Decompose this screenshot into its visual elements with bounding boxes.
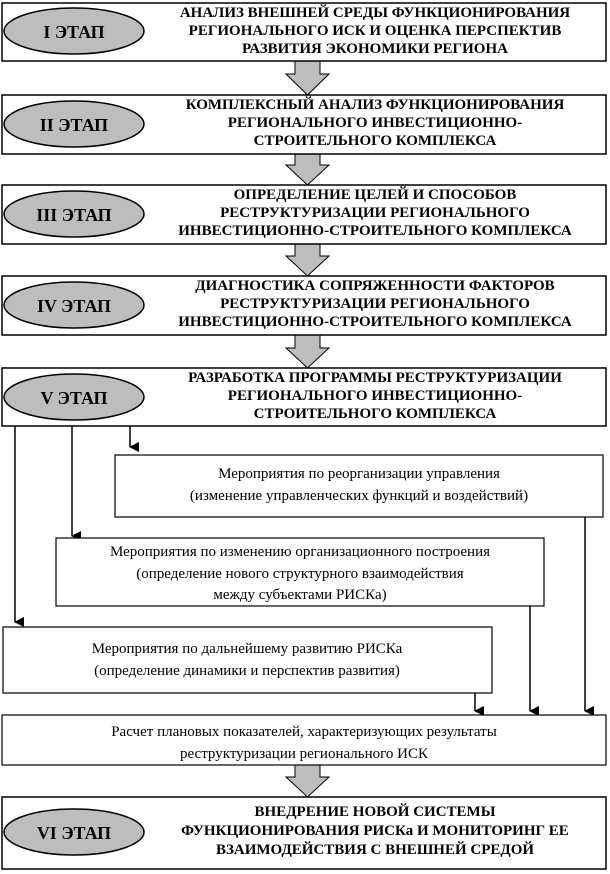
- calculation-line: Расчет плановых показателей, характеризующих результаты: [111, 724, 497, 740]
- measure-line: (определение нового структурного взаимодействия: [136, 566, 464, 582]
- stage-badge-label: III ЭТАП: [36, 205, 112, 225]
- stage-title-line: СТРОИТЕЛЬНОГО КОМПЛЕКСА: [253, 406, 497, 422]
- down-arrow-3-4: [286, 244, 329, 276]
- measure-line: между субъектами РИСКа): [213, 587, 387, 603]
- stage-title-line: РЕГИОНАЛЬНОГО ИНВЕСТИЦИОННО-: [227, 115, 523, 131]
- stage-box-6: [2, 797, 606, 869]
- stage-title-line: АНАЛИЗ ВНЕШНЕЙ СРЕДЫ ФУНКЦИОНИРОВАНИЯ: [179, 5, 571, 21]
- stage-badge-label: V ЭТАП: [40, 388, 108, 408]
- measure-box-organization: [56, 538, 544, 606]
- stage-badge-label: VI ЭТАП: [36, 823, 112, 843]
- stage-title-line: РЕГИОНАЛЬНОГО ИСК И ОЦЕНКА ПЕРСПЕКТИВ: [188, 23, 562, 39]
- stage-title-line: ДИАГНОСТИКА СОПРЯЖЕННОСТИ ФАКТОРОВ: [195, 278, 555, 294]
- stage-title-line: РАЗРАБОТКА ПРОГРАММЫ РЕСТРУКТУРИЗАЦИИ: [188, 370, 562, 386]
- measure-box-management: [115, 455, 603, 517]
- stage-title-line: ИНВЕСТИЦИОННО-СТРОИТЕЛЬНОГО КОМПЛЕКСА: [178, 223, 572, 239]
- calculation-line: реструктуризации регионального ИСК: [180, 746, 428, 762]
- calculation-box: [2, 715, 606, 765]
- stage-title-line: КОМПЛЕКСНЫЙ АНАЛИЗ ФУНКЦИОНИРОВАНИЯ: [185, 97, 565, 113]
- stage-badge-label: IV ЭТАП: [36, 296, 112, 316]
- stage-box-2: [2, 95, 606, 154]
- stage-title-line: ИНВЕСТИЦИОННО-СТРОИТЕЛЬНОГО КОМПЛЕКСА: [178, 314, 572, 330]
- measure-box-frame: [115, 455, 603, 517]
- measure-line: Мероприятия по дальнейшему развитию РИСКа: [91, 641, 403, 657]
- stage-box-4: [2, 276, 606, 335]
- stage-box-5: [2, 368, 606, 426]
- stage-title-line: ОПРЕДЕЛЕНИЕ ЦЕЛЕЙ И СПОСОБОВ: [233, 187, 517, 203]
- stage-title-line: ВНЕДРЕНИЕ НОВОЙ СИСТЕМЫ: [254, 804, 496, 820]
- measure-line: Мероприятия по изменению организационного построения: [109, 544, 491, 560]
- down-arrow-calc-6: [286, 765, 329, 797]
- down-arrow-1-2: [286, 60, 329, 95]
- measure-box-frame: [3, 627, 492, 693]
- stage-title-line: ВЗАИМОДЕЙСТВИЯ С ВНЕШНЕЙ СРЕДОЙ: [215, 842, 535, 858]
- measure-line: Мероприятия по реорганизации управления: [218, 466, 500, 482]
- down-arrow-2-3: [286, 153, 329, 185]
- stage-title-line: РЕСТРУКТУРИЗАЦИИ РЕГИОНАЛЬНОГО: [220, 296, 530, 312]
- down-arrow-4-5: [286, 335, 329, 368]
- stage-box-3: [2, 185, 606, 244]
- stage-title-line: РЕГИОНАЛЬНОГО ИНВЕСТИЦИОННО-: [227, 388, 523, 404]
- measure-line: (изменение управленческих функций и воздействий): [189, 488, 529, 504]
- stage-badge-label: II ЭТАП: [39, 115, 109, 135]
- measure-box-development: [3, 627, 492, 693]
- stage-title-line: РЕСТРУКТУРИЗАЦИИ РЕГИОНАЛЬНОГО: [220, 205, 530, 221]
- stage-badge-label: I ЭТАП: [43, 22, 105, 42]
- stage-title-line: СТРОИТЕЛЬНОГО КОМПЛЕКСА: [253, 133, 497, 149]
- stage-title-line: РАЗВИТИЯ ЭКОНОМИКИ РЕГИОНА: [242, 41, 508, 57]
- stage-title-line: ФУНКЦИОНИРОВАНИЯ РИСКа И МОНИТОРИНГ ЕЕ: [181, 823, 569, 839]
- stage-box-1: [2, 3, 606, 61]
- measure-line: (определение динамики и перспектив развития): [94, 663, 400, 679]
